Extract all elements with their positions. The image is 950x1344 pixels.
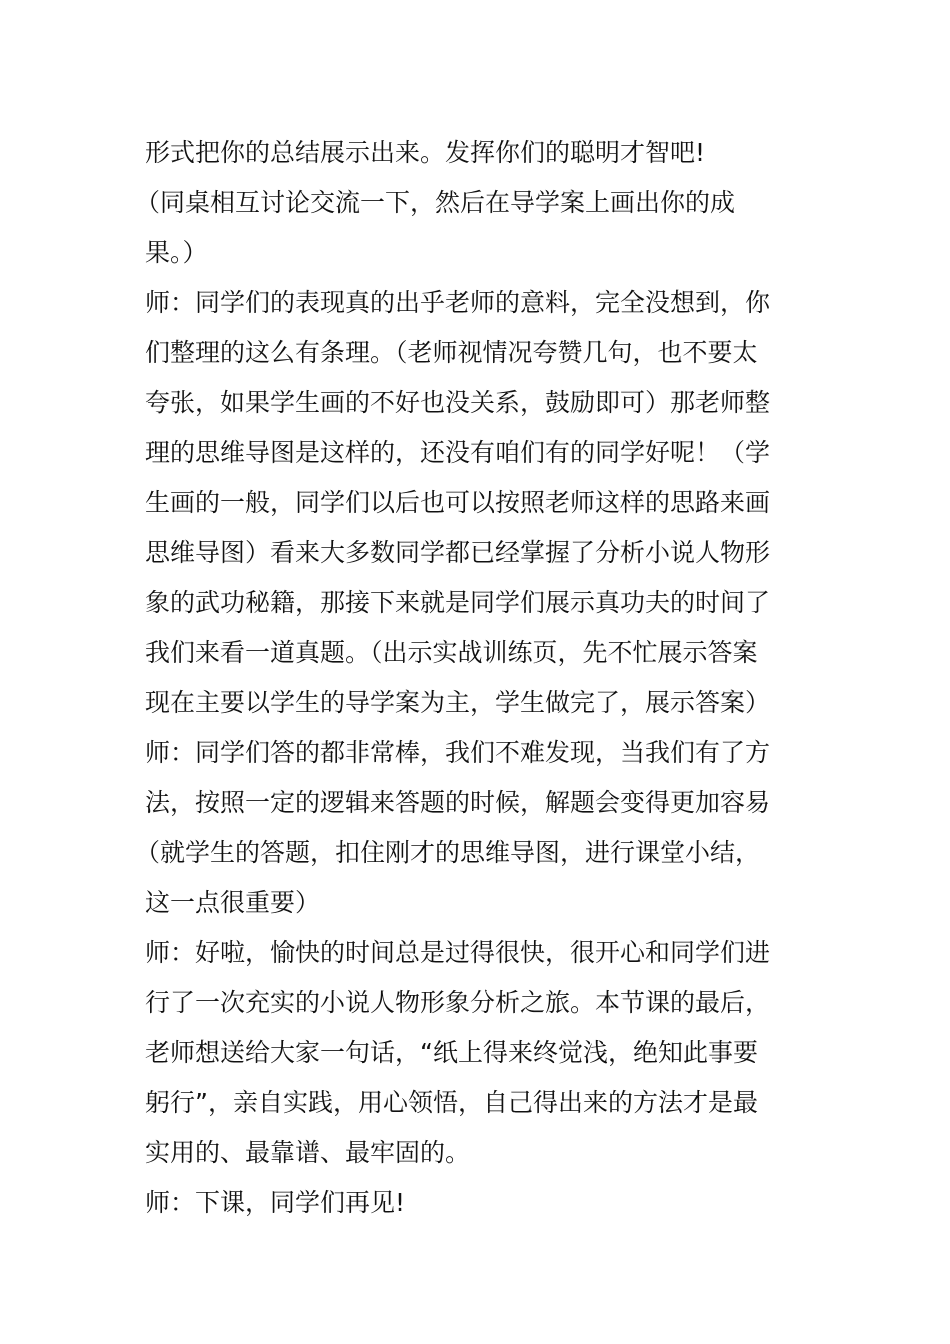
text-line: 师：同学们的表现真的出乎老师的意料，完全没想到，你 (145, 288, 771, 317)
lesson-text-body (135, 128, 815, 1228)
text-line: 理的思维导图是这样的，还没有咱们有的同学好呢！（学 (145, 438, 771, 467)
text-line: 生画的一般，同学们以后也可以按照老师这样的思路来画 (145, 488, 771, 517)
text-line: 我们来看一道真题。（出示实战训练页，先不忙展示答案 (145, 638, 758, 667)
text-line: 师：下课，同学们再见! (145, 1188, 406, 1217)
text-line: 象的武功秘籍，那接下来就是同学们展示真功夫的时间了 (145, 588, 771, 617)
text-line: （同桌相互讨论交流一下，然后在导学案上画出你的成 (135, 188, 736, 217)
text-line: 老师想送给大家一句话，“纸上得来终觉浅，绝知此事要 (145, 1038, 758, 1067)
text-line: 行了一次充实的小说人物形象分析之旅。本节课的最后， (145, 988, 771, 1017)
text-line: 夸张，如果学生画的不好也没关系，鼓励即可）那老师整 (145, 388, 771, 417)
text-line: （就学生的答题，扣住刚才的思维导图，进行课堂小结， (135, 838, 761, 867)
text-line: 法，按照一定的逻辑来答题的时候，解题会变得更加容易 (145, 788, 771, 817)
text-line: 师：同学们答的都非常棒，我们不难发现，当我们有了方 (145, 738, 771, 767)
text-line: 现在主要以学生的导学案为主，学生做完了，展示答案） (145, 688, 771, 717)
text-line: 形式把你的总结展示出来。发挥你们的聪明才智吧! (145, 138, 706, 167)
text-line: 们整理的这么有条理。（老师视情况夸赞几句，也不要太 (145, 338, 758, 367)
text-line: 师：好啦，愉快的时间总是过得很快，很开心和同学们进 (145, 938, 771, 967)
text-line: 躬行”，亲自实践，用心领悟，自己得出来的方法才是最 (145, 1088, 758, 1117)
text-line: 思维导图）看来大多数同学都已经掌握了分析小说人物形 (145, 538, 771, 567)
text-line: 实用的、最靠谱、最牢固的。 (145, 1138, 471, 1167)
text-line: 这一点很重要） (145, 888, 321, 917)
text-line: 果。） (145, 238, 208, 267)
